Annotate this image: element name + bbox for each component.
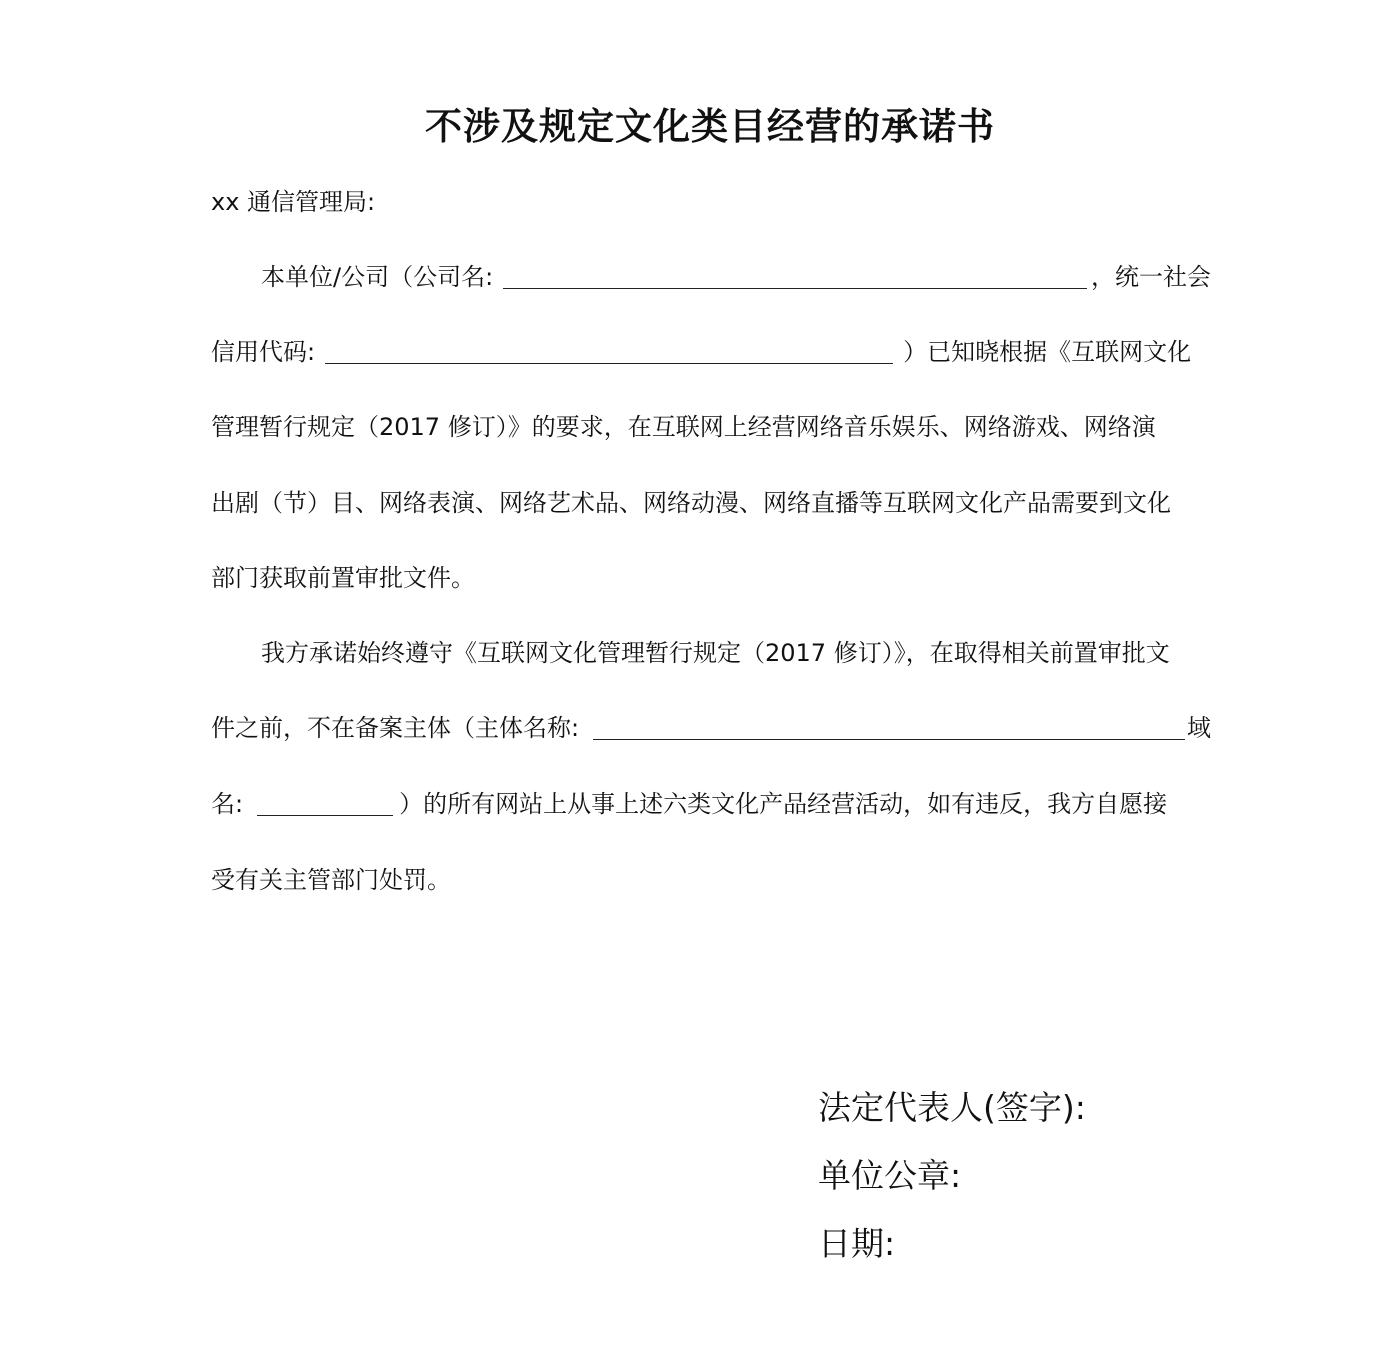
para1-line2 — [211, 332, 1211, 372]
credit-code-blank[interactable] — [325, 341, 893, 364]
entity-name-blank[interactable] — [593, 717, 1185, 740]
para1-line3 — [211, 407, 1211, 447]
para2-line4 — [211, 860, 1211, 900]
addressee — [211, 182, 1211, 222]
credit-code-label: 信用代码: — [211, 338, 316, 366]
para1-line4-text: 出剧（节）目、网络表演、网络艺术品、网络动漫、网络直播等互联网文化产品需要到文化 — [211, 489, 1171, 517]
domain-label-start: 域 — [1187, 714, 1211, 742]
para2-line3 — [211, 784, 1211, 824]
addressee-text: xx 通信管理局: — [211, 188, 376, 216]
para1-line4 — [211, 483, 1211, 523]
company-seal — [818, 1152, 961, 1200]
para1-line5 — [211, 558, 1211, 598]
company-seal-label: 单位公章: — [818, 1156, 962, 1195]
para2-line2 — [211, 708, 1211, 748]
sign-date — [818, 1220, 895, 1268]
para2-line1 — [211, 633, 1211, 673]
domain-blank[interactable] — [257, 793, 393, 816]
para2-line1-text: 我方承诺始终遵守《互联网文化管理暂行规定（2017 修订）》，在取得相关前置审批文 — [261, 639, 1170, 667]
para1-line2-tail: ）已知晓根据《互联网文化 — [903, 338, 1192, 366]
document-title: 不涉及规定文化类目经营的承诺书 — [425, 105, 995, 148]
para1-line1 — [211, 257, 1211, 297]
credit-code-intro: ，统一社会 — [1091, 263, 1211, 291]
legal-representative-label: 法定代表人(签字): — [818, 1088, 1086, 1127]
domain-label-end: 名: — [211, 790, 244, 818]
para2-line4-text: 受有关主管部门处罚。 — [211, 866, 451, 894]
para1-line5-text: 部门获取前置审批文件。 — [211, 564, 475, 592]
para1-line3-text: 管理暂行规定（2017 修订）》的要求，在互联网上经营网络音乐娱乐、网络游戏、网络演 — [211, 413, 1156, 441]
company-name-blank[interactable] — [503, 266, 1087, 289]
para2-line3-tail: ）的所有网站上从事上述六类文化产品经营活动，如有违反，我方自愿接 — [399, 790, 1168, 818]
company-name-label: 本单位/公司（公司名: — [261, 263, 494, 291]
sign-date-label: 日期: — [818, 1224, 896, 1263]
legal-representative-signature — [818, 1084, 1086, 1132]
entity-name-label: 件之前，不在备案主体（主体名称: — [211, 714, 580, 742]
